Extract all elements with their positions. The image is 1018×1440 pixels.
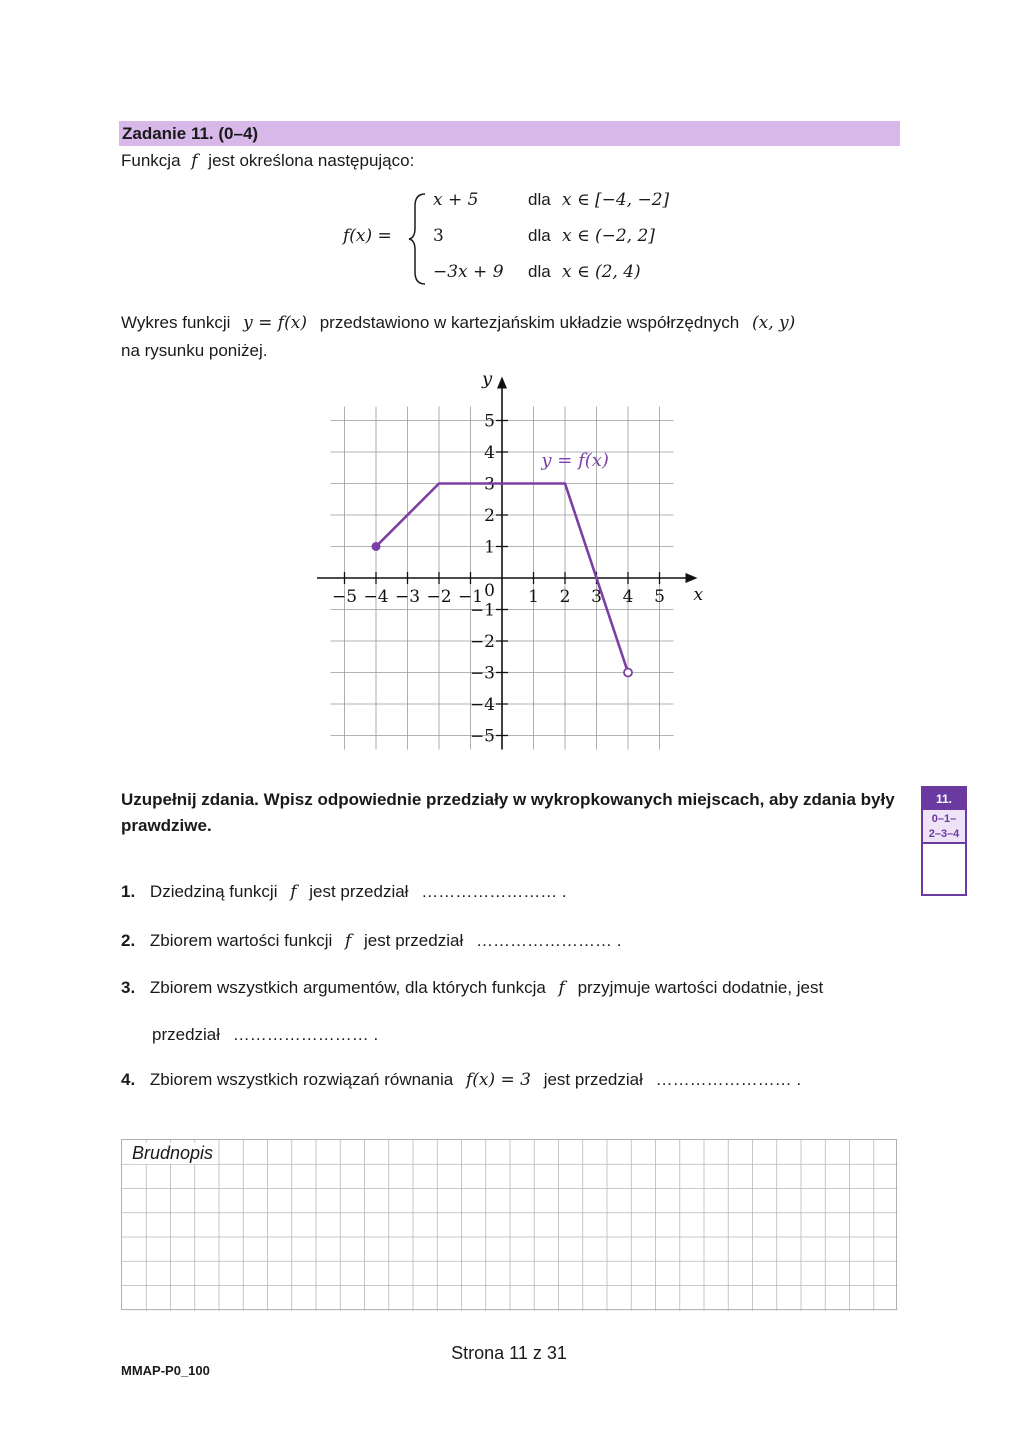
- y-tick-label: 2: [484, 506, 495, 526]
- y-tick-label: −2: [469, 632, 495, 652]
- q3-text-c: przedział: [152, 1025, 221, 1044]
- question-2: [121, 931, 621, 951]
- q2-text-a: Zbiorem wartości funkcji: [149, 931, 333, 950]
- y-tick-label: 3: [484, 474, 495, 495]
- score-points-line1: 0–1–: [931, 813, 957, 825]
- graph-desc-eq: y = f(x): [243, 313, 307, 333]
- origin-label: 0: [484, 581, 495, 601]
- exam-code: MMAP-P0_100: [121, 1363, 210, 1378]
- x-tick-label: −3: [394, 587, 421, 607]
- question-3-cont: [152, 1025, 378, 1045]
- y-tick-label: 5: [484, 411, 495, 432]
- q2-number: 2.: [121, 931, 136, 950]
- piece-1-domain: x ∈ [−4, −2]: [562, 190, 670, 210]
- graph-desc-part1: Wykres funkcji: [121, 313, 231, 332]
- score-box: [921, 786, 967, 896]
- y-axis-label: y: [482, 370, 493, 390]
- question-3: [121, 978, 823, 998]
- intro-suffix: jest określona następująco:: [208, 151, 415, 170]
- x-tick-label: −5: [331, 587, 358, 607]
- y-tick-label: −1: [469, 600, 495, 621]
- q1-text-a: Dziedziną funkcji: [149, 882, 278, 901]
- graph-desc-part2: przedstawiono w kartezjańskim układzie współrzędnych: [319, 313, 740, 332]
- page-number: Strona 11 z 31: [451, 1343, 567, 1363]
- q1-f: f: [290, 882, 297, 902]
- q4-answer-blank[interactable]: …………………… .: [655, 1070, 802, 1089]
- draft-grid: [122, 1140, 898, 1311]
- piece-2-expr: 3: [433, 226, 444, 246]
- graph-description-line1: [121, 313, 795, 333]
- graph-description-line2: na rysunku poniżej.: [121, 341, 268, 360]
- piece-3-word: dla: [528, 262, 551, 281]
- q2-answer-blank[interactable]: …………………… .: [475, 931, 622, 950]
- y-tick-label: −3: [469, 663, 495, 684]
- intro-f: f: [191, 151, 198, 171]
- y-tick-label: 1: [484, 537, 495, 558]
- q3-number: 3.: [121, 978, 136, 997]
- q4-text-b: jest przedział: [543, 1070, 643, 1089]
- piece-3-expr: −3x + 9: [433, 262, 504, 282]
- score-points-line2: 2–3–4: [928, 828, 960, 840]
- x-tick-label: −1: [457, 587, 484, 607]
- piece-2-domain: x ∈ (−2, 2]: [562, 226, 655, 246]
- y-tick-label: −4: [469, 695, 495, 715]
- q3-f: f: [558, 978, 565, 998]
- series-label: y = f(x): [541, 450, 609, 472]
- piecewise-definition: [340, 186, 700, 286]
- q1-answer-blank[interactable]: …………………… .: [421, 882, 567, 901]
- draft-label: Brudnopis: [132, 1143, 217, 1164]
- task-title: Zadanie 11. (0–4): [122, 124, 259, 143]
- curly-brace: [407, 192, 429, 286]
- x-tick-label: 3: [591, 587, 602, 607]
- piece-1-word: dla: [528, 190, 551, 209]
- score-box-task: 11.: [923, 788, 965, 810]
- x-tick-label: 2: [559, 587, 571, 607]
- closed-endpoint: [372, 542, 381, 551]
- q4-equation: f(x) = 3: [465, 1070, 531, 1090]
- q1-text-b: jest przedział: [309, 882, 409, 901]
- x-tick-label: −4: [363, 587, 389, 607]
- q3-text-a: Zbiorem wszystkich argumentów, dla których funkcja: [149, 978, 546, 997]
- draft-area[interactable]: [121, 1139, 897, 1310]
- intro-line: [121, 151, 414, 171]
- q4-number: 4.: [121, 1070, 136, 1089]
- q4-text-a: Zbiorem wszystkich rozwiązań równania: [149, 1070, 454, 1089]
- q2-f: f: [344, 931, 352, 951]
- open-endpoint: [624, 669, 632, 677]
- q2-text-b: jest przedział: [364, 931, 464, 950]
- graph-desc-coords: (x, y): [751, 313, 796, 333]
- piece-1-expr: x + 5: [433, 190, 479, 210]
- intro-prefix: Funkcja: [121, 151, 181, 170]
- x-axis-arrow: [686, 573, 698, 583]
- piecewise-lhs: f(x) =: [343, 226, 392, 246]
- q1-number: 1.: [121, 882, 136, 901]
- piece-2-word: dla: [528, 226, 551, 245]
- q3-text-b: przyjmuje wartości dodatnie, jest: [577, 978, 824, 997]
- question-4: [121, 1070, 801, 1090]
- q3-answer-blank[interactable]: …………………… .: [232, 1025, 379, 1044]
- y-tick-label: 4: [484, 443, 495, 463]
- y-tick-label: −5: [469, 726, 495, 747]
- piece-3-domain: x ∈ (2, 4): [562, 262, 641, 282]
- function-graph: [315, 370, 715, 755]
- x-tick-label: 4: [622, 587, 634, 607]
- x-tick-label: −2: [426, 587, 452, 607]
- score-box-points: [923, 810, 965, 844]
- x-tick-label: 5: [654, 587, 665, 607]
- x-axis-label: x: [693, 585, 704, 605]
- instruction: Uzupełnij zdania. Wpisz odpowiednie przedziały w wykropkowanych miejscach, aby zdania były prawdziwe.: [121, 790, 895, 835]
- y-axis-arrow: [497, 377, 507, 389]
- x-tick-label: 1: [528, 587, 539, 607]
- question-1: [121, 882, 567, 902]
